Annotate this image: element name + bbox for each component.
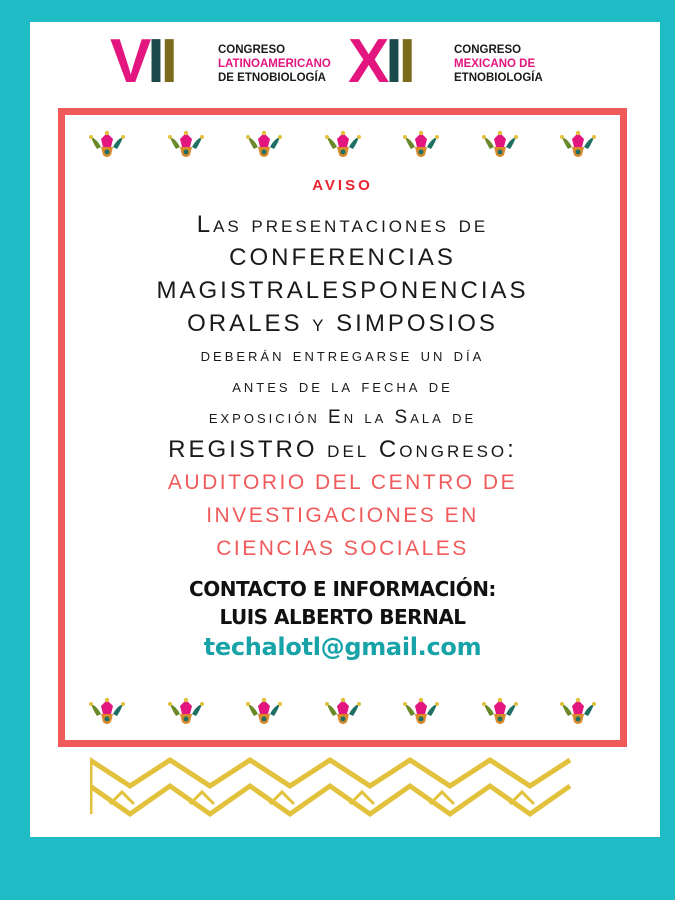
ornament-icon <box>560 696 596 728</box>
notice-line: ORALES y SIMPOSIOS <box>187 310 498 337</box>
ornament-icon <box>89 696 125 728</box>
notice-line: deberán entregarse un día <box>200 345 485 366</box>
notice-line: antes de la fecha de <box>232 376 453 397</box>
ornament-icon <box>482 696 518 728</box>
ornament-icon <box>403 129 439 161</box>
notice-line: REGISTRO del Congreso: <box>168 436 517 463</box>
poster-sheet <box>30 22 660 837</box>
logo-mexicano <box>348 27 588 100</box>
notice-line: Las presentaciones de <box>196 211 489 238</box>
ornament-icon <box>482 129 518 161</box>
notice-line: exposición En la Sala de <box>208 407 477 428</box>
zigzag-mark <box>430 792 454 804</box>
logo-text-latinoamericano: CONGRESO LATINOAMERICANO DE ETNOBIOLOGÍA <box>218 44 331 84</box>
ornament-icon <box>168 696 204 728</box>
ornament-icon <box>246 129 282 161</box>
ornament-icon <box>325 696 361 728</box>
ornament-icon <box>89 129 125 161</box>
ornament-icon <box>325 129 361 161</box>
zigzag-line <box>90 786 570 814</box>
zigzag-line <box>90 760 570 786</box>
logo-text-mexicano: CONGRESO MEXICANO DE ETNOBIOLOGÍA <box>454 44 543 84</box>
contact-name: LUIS ALBERTO BERNAL <box>219 605 466 629</box>
venue-line: AUDITORIO DEL CENTRO DE <box>167 471 518 494</box>
notice-line: CONFERENCIAS <box>229 244 456 271</box>
notice-line: MAGISTRALESPONENCIAS <box>156 277 529 304</box>
contact-email-link[interactable]: techalotl@gmail.com <box>203 633 482 661</box>
zigzag-pattern <box>90 752 590 832</box>
zigzag-mark <box>270 792 294 804</box>
notice-frame <box>58 108 627 747</box>
zigzag-mark <box>110 792 134 804</box>
venue-line: CIENCIAS SOCIALES <box>216 537 469 560</box>
notice-title: AVISO <box>312 177 373 194</box>
zigzag-mark <box>190 792 214 804</box>
logo-latinoamericano <box>110 27 345 100</box>
ornament-row-bottom <box>89 696 596 728</box>
ornament-icon <box>403 696 439 728</box>
roman-numeral-vii: VII <box>110 27 174 96</box>
contact-heading: CONTACTO E INFORMACIÓN: <box>189 577 496 601</box>
zigzag-mark <box>350 792 374 804</box>
ornament-icon <box>246 696 282 728</box>
ornament-icon <box>560 129 596 161</box>
ornament-row-top <box>89 129 596 161</box>
ornament-icon <box>168 129 204 161</box>
venue-line: INVESTIGACIONES EN <box>206 504 479 527</box>
zigzag-mark <box>510 792 534 804</box>
roman-numeral-xii: XII <box>348 27 412 96</box>
notice-content <box>65 177 620 663</box>
